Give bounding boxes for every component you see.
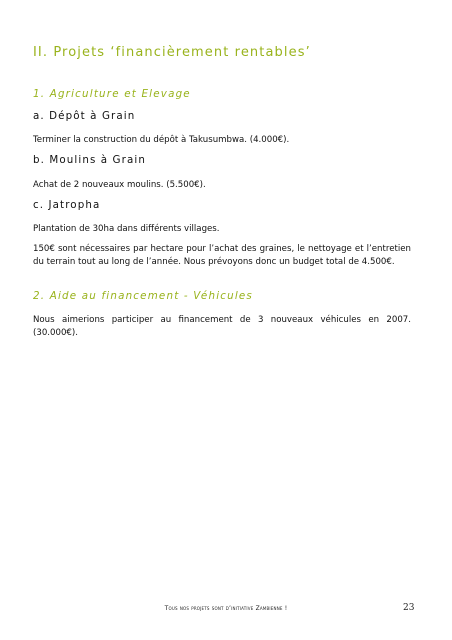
paragraph-vehicules: Nous aimerions participer au financement de 3 nouveaux véhicules en 2007. (30.000€).: [33, 315, 411, 338]
heading-depot-grain: a. Dépôt à Grain: [33, 110, 136, 122]
paragraph-jatropha-plantation: Plantation de 30ha dans différents villages.: [33, 224, 220, 234]
page-number: 23: [403, 603, 415, 613]
footer-note: Tous nos projets sont d’initiative Zambienne !: [164, 605, 288, 612]
paragraph-moulins-grain: Achat de 2 nouveaux moulins. (5.500€).: [33, 180, 206, 190]
subsection-heading-vehicules: 2. Aide au financement - Véhicules: [33, 290, 253, 302]
heading-jatropha: c. Jatropha: [33, 199, 101, 211]
paragraph-jatropha-budget: 150€ sont nécessaires par hectare pour l’achat des graines, le nettoyage et l’entretien du terrain tout au long de l’année. Nous prévoyons donc un budget total de 4.500€.: [33, 244, 411, 267]
section-title: II. Projets ‘financièrement rentables’: [33, 45, 311, 60]
heading-moulins-grain: b. Moulins à Grain: [33, 154, 146, 166]
paragraph-depot-grain: Terminer la construction du dépôt à Takusumbwa. (4.000€).: [33, 135, 290, 145]
subsection-heading-agriculture: 1. Agriculture et Elevage: [33, 88, 191, 100]
